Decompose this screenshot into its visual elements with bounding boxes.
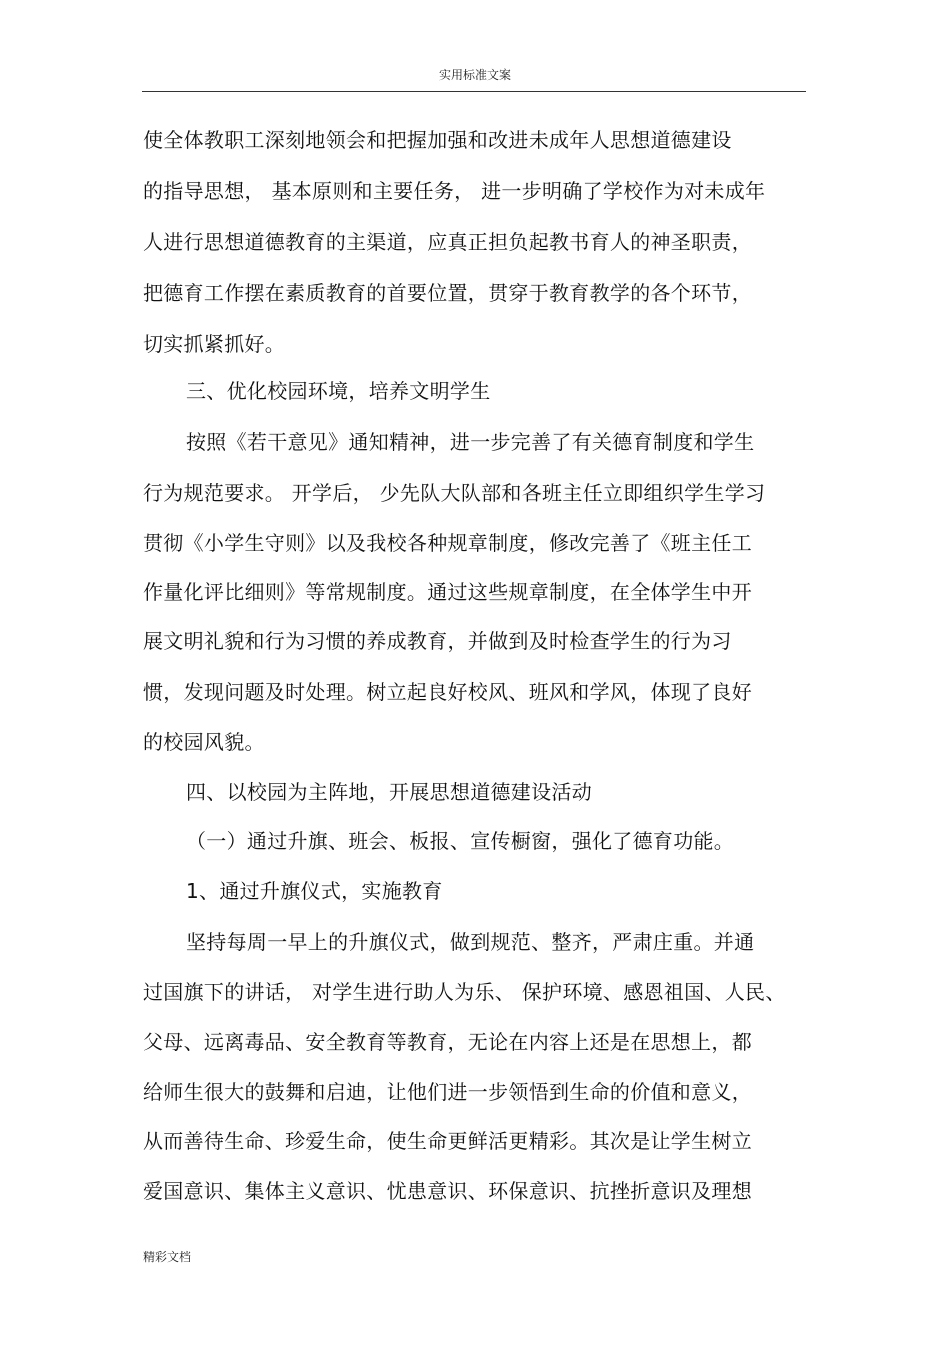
text-line: 过国旗下的讲话， 对学生进行助人为乐、 保护环境、感恩祖国、人民、: [143, 980, 786, 1004]
text-line: 展文明礼貌和行为习惯的养成教育，并做到及时检查学生的行为习: [143, 629, 732, 653]
subsection-heading: （一）通过升旗、班会、板报、宣传橱窗，强化了德育功能。: [186, 829, 735, 853]
text-line: 作量化评比细则》等常规制度。通过这些规章制度，在全体学生中开: [143, 580, 752, 604]
page-header: 实用标准文案: [438, 68, 511, 82]
section-heading: 三、优化校园环境，培养文明学生: [186, 379, 491, 403]
text-line: 的指导思想， 基本原则和主要任务， 进一步明确了学校作为对未成年: [143, 179, 766, 203]
text-line: 父母、远离毒品、安全教育等教育，无论在内容上还是在思想上，都: [143, 1030, 752, 1054]
text-line: 行为规范要求。 开学后， 少先队大队部和各班主任立即组织学生学习: [143, 481, 766, 505]
text-line: 爱国意识、集体主义意识、忧患意识、环保意识、抗挫折意识及理想: [143, 1179, 752, 1203]
text-line: 把德育工作摆在素质教育的首要位置，贯穿于教育教学的各个环节，: [143, 281, 752, 305]
text-line: 坚持每周一早上的升旗仪式，做到规范、整齐，严肃庄重。并通: [186, 930, 755, 954]
text-line: 使全体教职工深刻地领会和把握加强和改进未成年人思想道德建设: [143, 128, 732, 152]
text-line: 贯彻《小学生守则》以及我校各种规章制度，修改完善了《班主任工: [143, 531, 752, 555]
header-divider: [142, 91, 806, 92]
page-footer: 精彩文档: [143, 1250, 192, 1264]
text-line: 给师生很大的鼓舞和启迪，让他们进一步领悟到生命的价值和意义，: [143, 1080, 752, 1104]
text-line: 的校园风貌。: [143, 730, 265, 754]
subsection-heading: 1、通过升旗仪式，实施教育: [186, 879, 443, 903]
text-line: 从而善待生命、珍爱生命，使生命更鲜活更精彩。其次是让学生树立: [143, 1129, 752, 1153]
text-line: 惯，发现问题及时处理。树立起良好校风、班风和学风，体现了良好: [143, 680, 752, 704]
text-line: 切实抓紧抓好。: [143, 332, 286, 356]
text-line: 按照《若干意见》通知精神，进一步完善了有关德育制度和学生: [186, 430, 755, 454]
text-line: 人进行思想道德教育的主渠道，应真正担负起教书育人的神圣职责，: [143, 230, 752, 254]
section-heading: 四、以校园为主阵地，开展思想道德建设活动: [186, 780, 592, 804]
